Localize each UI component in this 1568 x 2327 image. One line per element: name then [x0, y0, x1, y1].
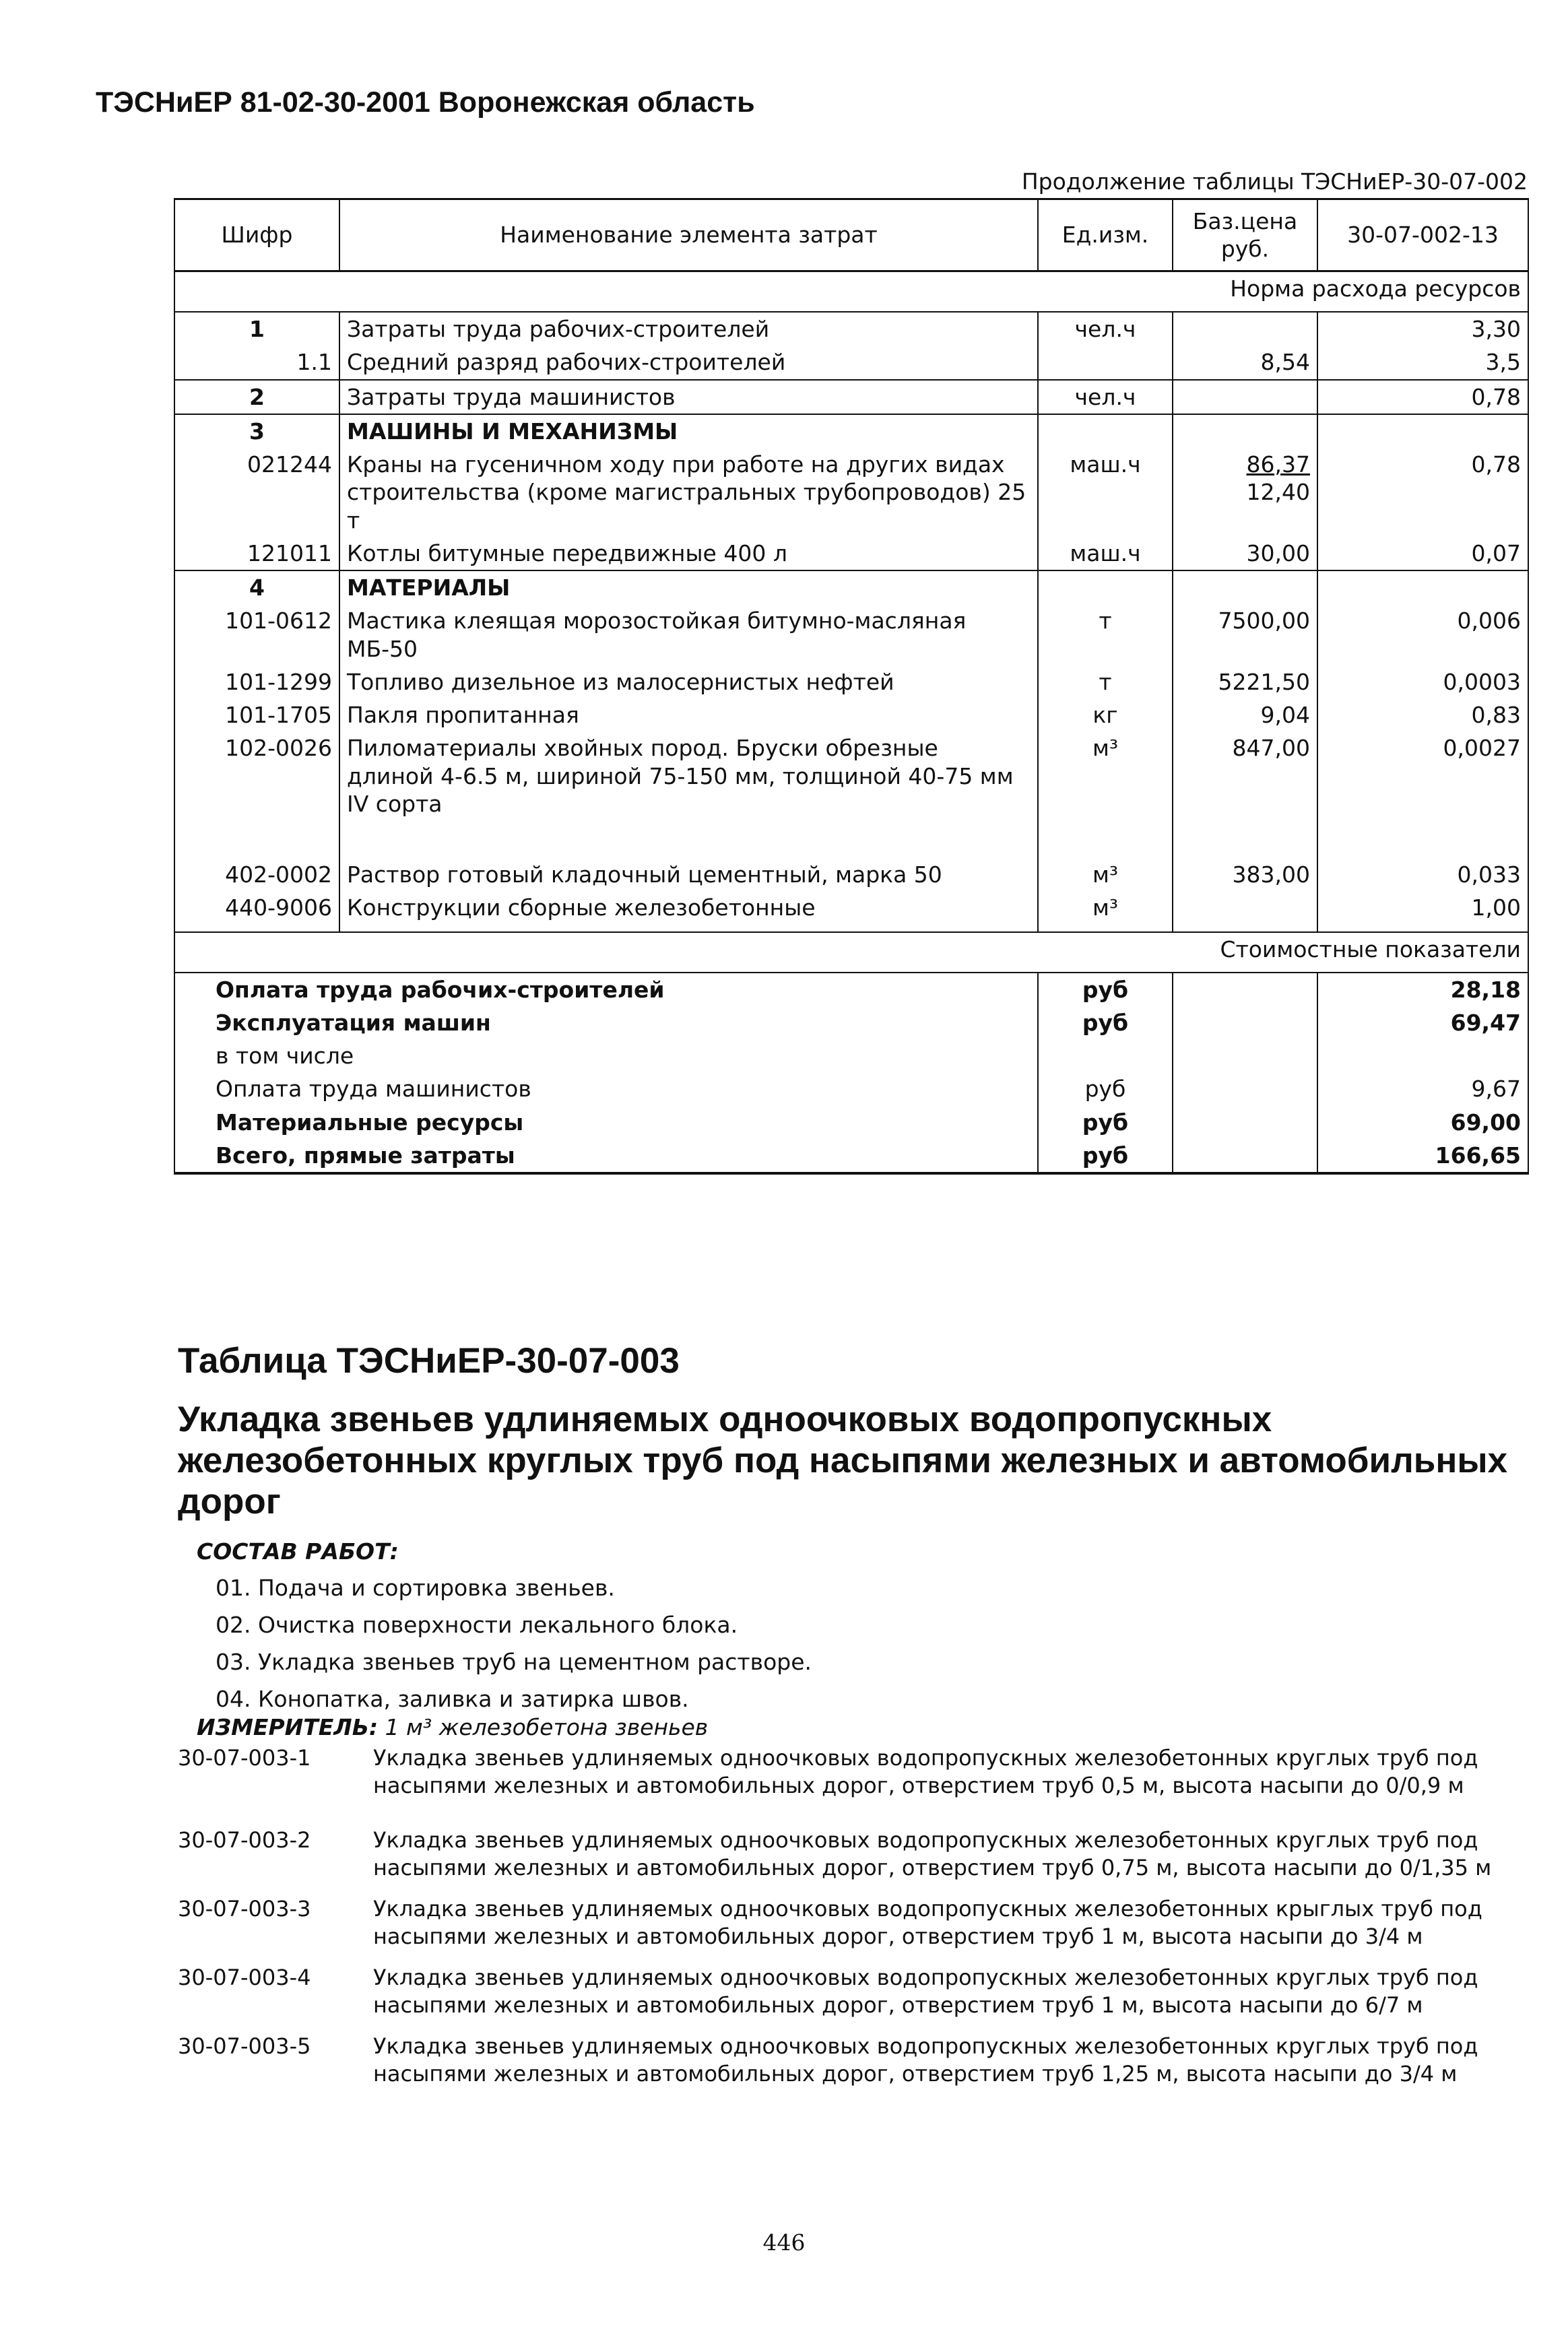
- resource-table: [174, 198, 1529, 1175]
- cost-row: [174, 1039, 1528, 1072]
- row-code: 440-9006: [174, 891, 339, 931]
- table-row: [174, 891, 1528, 931]
- cost-label: Всего, прямые затраты: [174, 1139, 1038, 1173]
- table-row: [174, 537, 1528, 570]
- section-heading: Укладка звеньев удлиняемых одноочковых водопропускных железобетонных круглых труб под насыпями железных и автомобильных дорог: [178, 1400, 1508, 1521]
- row-price: 383,00: [1173, 858, 1317, 891]
- row-name: Конструкции сборные железобетонные: [339, 891, 1038, 931]
- row-unit: чел.ч: [1038, 380, 1173, 414]
- item-text: Укладка звеньев удлиняемых одноочковых водопропускных железобетонных круглых труб под насыпями железных и автомобильных дорог, отверстием труб 1 м, высота насыпи до 6/7 м: [373, 1964, 1478, 2018]
- row-code: 3: [174, 414, 339, 448]
- row-name: МАШИНЫ И МЕХАНИЗМЫ: [339, 414, 1038, 448]
- row-code: 101-0612: [174, 604, 339, 665]
- row-unit: м³: [1038, 858, 1173, 891]
- cost-caption: Стоимостные показатели: [174, 932, 1528, 973]
- row-name: Средний разряд рабочих-строителей: [339, 346, 1038, 379]
- cost-label: Оплата труда рабочих-строителей: [174, 973, 1038, 1006]
- table-row: [174, 604, 1528, 665]
- row-price-bottom: 12,40: [1246, 479, 1310, 506]
- item-text: Укладка звеньев удлиняемых одноочковых водопропускных железобетонных круглых труб под насыпями железных и автомобильных дорог, отверстием труб 0,75 м, высота насыпи до 0/1,35 м: [373, 1827, 1492, 1880]
- row-unit: [1038, 570, 1173, 604]
- meter-line: [197, 1714, 708, 1740]
- table-row: [174, 858, 1528, 891]
- table-row: [174, 448, 1528, 537]
- item-code: 30-07-003-1: [178, 1745, 311, 1771]
- row-unit: м³: [1038, 891, 1173, 931]
- item-text: Укладка звеньев удлиняемых одноочковых водопропускных железобетонных крыглых труб под насыпями железных и автомобильных дорог, отверстием труб 1 м, высота насыпи до 3/4 м: [373, 1895, 1482, 1949]
- row-code: 2: [174, 380, 339, 414]
- cost-value: [1317, 1039, 1528, 1072]
- row-code: 4: [174, 570, 339, 604]
- row-price: 5221,50: [1173, 665, 1317, 698]
- table-row: [174, 698, 1528, 731]
- row-name: Краны на гусеничном ходу при работе на других видах строительства (кроме магистральных трубопроводов) 25 т: [339, 448, 1038, 537]
- row-price: [1173, 414, 1317, 448]
- item-code: 30-07-003-4: [178, 1964, 311, 1990]
- cost-unit: руб: [1038, 1006, 1173, 1039]
- row-price: [1173, 380, 1317, 414]
- table-row: [174, 380, 1528, 414]
- row-price: [1173, 570, 1317, 604]
- row-norm: 0,78: [1317, 380, 1528, 414]
- item-text: Укладка звеньев удлиняемых одноочковых водопропускных железобетонных круглых труб под насыпями железных и автомобильных дорог, отверстием труб 1,25 м, высота насыпи до 3/4 м: [373, 2033, 1478, 2087]
- norm-items-list: [178, 1744, 1532, 2101]
- row-unit: маш.ч: [1038, 448, 1173, 537]
- list-item: 04. Конопатка, заливка и затирка швов.: [216, 1686, 689, 1712]
- list-item: 01. Подача и сортировка звеньев.: [216, 1575, 615, 1601]
- row-norm: 0,0003: [1317, 665, 1528, 698]
- row-norm: 1,00: [1317, 891, 1528, 931]
- row-norm: 0,83: [1317, 698, 1528, 731]
- row-norm: 3,5: [1317, 346, 1528, 379]
- row-norm: [1317, 414, 1528, 448]
- cost-unit: руб: [1038, 1072, 1173, 1105]
- row-code: 1.1: [174, 346, 339, 379]
- header-norm: 30-07-002-13: [1317, 199, 1528, 271]
- cost-unit: [1038, 1039, 1173, 1072]
- list-item: [178, 1895, 1532, 1951]
- cost-row: [174, 973, 1528, 1006]
- cost-unit: руб: [1038, 1106, 1173, 1139]
- row-price: 9,04: [1173, 698, 1317, 731]
- row-price: [1173, 891, 1317, 931]
- cost-caption-row: [174, 932, 1528, 973]
- cost-unit: руб: [1038, 1139, 1173, 1173]
- meter-label: ИЗМЕРИТЕЛЬ:: [197, 1714, 379, 1740]
- cost-value: 28,18: [1317, 973, 1528, 1006]
- header-unit: Ед.изм.: [1038, 199, 1173, 271]
- row-code: 402-0002: [174, 858, 339, 891]
- meter-value: 1 м³ железобетона звеньев: [385, 1714, 709, 1740]
- row-name: МАТЕРИАЛЫ: [339, 570, 1038, 604]
- row-name: Пакля пропитанная: [339, 698, 1038, 731]
- works-list: [216, 1569, 812, 1717]
- row-code: 101-1705: [174, 698, 339, 731]
- header-name: Наименование элемента затрат: [339, 199, 1038, 271]
- page-number: 446: [762, 2229, 806, 2256]
- row-unit: т: [1038, 604, 1173, 665]
- row-name: Затраты труда рабочих-строителей: [339, 312, 1038, 346]
- header-price-line2: руб.: [1220, 236, 1270, 262]
- row-norm: 0,0027: [1317, 731, 1528, 858]
- row-price: 8,54: [1173, 346, 1317, 379]
- header-price-line1: Баз.цена: [1192, 207, 1298, 234]
- item-text: Укладка звеньев удлиняемых одноочковых водопропускных железобетонных круглых труб под насыпями железных и автомобильных дорог, отверстием труб 0,5 м, высота насыпи до 0/0,9 м: [373, 1745, 1478, 1798]
- norm-caption: Норма расхода ресурсов: [174, 271, 1528, 313]
- table-row: [174, 665, 1528, 698]
- header-code: Шифр: [174, 199, 339, 271]
- row-unit: маш.ч: [1038, 537, 1173, 570]
- row-unit: [1038, 414, 1173, 448]
- table-row: [174, 731, 1528, 858]
- row-name: Пиломатериалы хвойных пород. Бруски обрезные длиной 4-6.5 м, шириной 75-150 мм, толщиной 40-75 мм IV сорта: [339, 731, 1038, 858]
- row-code: 102-0026: [174, 731, 339, 858]
- row-unit: т: [1038, 665, 1173, 698]
- cost-label: в том числе: [174, 1039, 1038, 1072]
- list-item: [178, 1744, 1532, 1800]
- cost-value: 69,00: [1317, 1106, 1528, 1139]
- row-price-top: 86,37: [1246, 451, 1310, 478]
- row-norm: 0,006: [1317, 604, 1528, 665]
- row-unit: м³: [1038, 731, 1173, 858]
- list-item: [178, 1964, 1532, 2019]
- table-continuation-caption: Продолжение таблицы ТЭСНиЕР-30-07-002: [1021, 168, 1528, 195]
- cost-value: 9,67: [1317, 1072, 1528, 1105]
- document-header-title: ТЭСНиЕР 81-02-30-2001 Воронежская область: [96, 86, 755, 119]
- row-norm: 0,033: [1317, 858, 1528, 891]
- row-name: Топливо дизельное из малосернистых нефтей: [339, 665, 1038, 698]
- row-norm: 3,30: [1317, 312, 1528, 346]
- table-row: [174, 312, 1528, 346]
- row-name: Мастика клеящая морозостойкая битумно-масляная МБ-50: [339, 604, 1038, 665]
- list-item: 02. Очистка поверхности лекального блока.: [216, 1612, 738, 1638]
- row-unit: кг: [1038, 698, 1173, 731]
- cost-row: [174, 1139, 1528, 1173]
- table-row: [174, 570, 1528, 604]
- cost-row: [174, 1072, 1528, 1105]
- row-code: 1: [174, 312, 339, 346]
- row-code: 121011: [174, 537, 339, 570]
- list-item: [178, 1827, 1532, 1882]
- item-code: 30-07-003-5: [178, 2033, 311, 2059]
- cost-value: 166,65: [1317, 1139, 1528, 1173]
- row-name: Раствор готовый кладочный цементный, марка 50: [339, 858, 1038, 891]
- item-code: 30-07-003-2: [178, 1827, 311, 1853]
- row-price: 847,00: [1173, 731, 1317, 858]
- list-item: [178, 2033, 1532, 2088]
- header-price: [1173, 199, 1317, 271]
- works-label: СОСТАВ РАБОТ:: [197, 1538, 399, 1565]
- row-name: Затраты труда машинистов: [339, 380, 1038, 414]
- table-row: [174, 346, 1528, 379]
- row-name: Котлы битумные передвижные 400 л: [339, 537, 1038, 570]
- row-norm: [1317, 570, 1528, 604]
- row-code: 021244: [174, 448, 339, 537]
- table-row: [174, 414, 1528, 448]
- row-unit: [1038, 346, 1173, 379]
- row-price: [1173, 312, 1317, 346]
- item-code: 30-07-003-3: [178, 1895, 311, 1922]
- norm-caption-row: [174, 271, 1528, 313]
- cost-label: Эксплуатация машин: [174, 1006, 1038, 1039]
- section-title: Таблица ТЭСНиЕР-30-07-003: [178, 1341, 680, 1381]
- row-norm: 0,07: [1317, 537, 1528, 570]
- cost-unit: руб: [1038, 973, 1173, 1006]
- list-item: 03. Укладка звеньев труб на цементном растворе.: [216, 1649, 812, 1675]
- cost-row: [174, 1006, 1528, 1039]
- row-unit: чел.ч: [1038, 312, 1173, 346]
- row-price: [1173, 448, 1317, 537]
- row-price: 30,00: [1173, 537, 1317, 570]
- cost-value: 69,47: [1317, 1006, 1528, 1039]
- cost-label: Оплата труда машинистов: [174, 1072, 1038, 1105]
- cost-label: Материальные ресурсы: [174, 1106, 1038, 1139]
- cost-row: [174, 1106, 1528, 1139]
- row-norm: 0,78: [1317, 448, 1528, 537]
- row-code: 101-1299: [174, 665, 339, 698]
- row-price: 7500,00: [1173, 604, 1317, 665]
- table-header-row: [174, 199, 1528, 271]
